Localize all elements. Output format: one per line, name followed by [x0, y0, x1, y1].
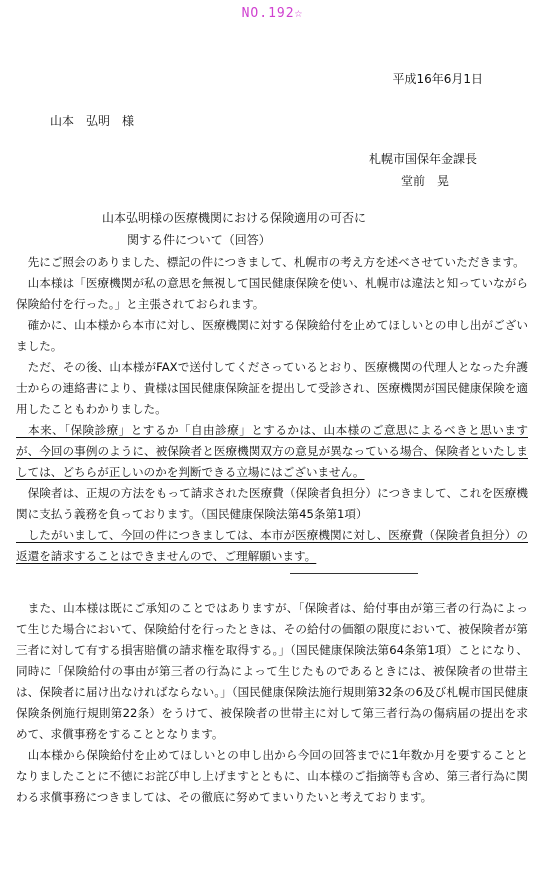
addressee: 山本 弘明 様 — [50, 114, 135, 128]
document-number: NO.192☆ — [241, 6, 304, 21]
letter-date: 平成16年6月1日 — [392, 72, 483, 86]
paragraph-fax: ただ、その後、山本様がFAXで送付してくださっているとおり、医療機関の代理人となった弁護士からの連絡書により、貴様は国民健康保険証を提出して受診され、医療機関が国民健康保険を適用したこともわかりました。 — [16, 360, 528, 416]
letter-body-continued — [16, 598, 528, 808]
paragraph-claim: 山本様は「医療機関が私の意思を無視して国民健康保険を使い、札幌市は違法と知っていながら保険給付を行った。」と主張されておられます。 — [16, 276, 528, 311]
paragraph-position: 本来、「保険診療」とするか「自由診療」とするかは、山本様のご意思によるべきと思いますが、今回の事例のように、被保険者と医療機関双方の意見が異なっている場合、保険者といたしましては、どちらが正しいのかを判断できる立場にはございません。 — [16, 423, 528, 479]
paragraph-request: 確かに、山本様から本市に対し、医療機関に対する保険給付を止めてほしいとの申し出がございました。 — [16, 318, 528, 353]
subject-line-1: 山本弘明様の医療機関における保険適用の可否に — [102, 211, 367, 225]
paragraph-apology: 山本様から保険給付を止めてほしいとの申し出から今回の回答までに1年数か月を要することとなりましたことに不徳にお詫び申し上げますとともに、山本様のご指摘等も含め、第三者行為に関わる求償事務につきましては、その徹底に努めてまいりたいと考えております。 — [16, 748, 528, 804]
letter-body — [16, 252, 528, 567]
sender-organization: 札幌市国保年金課長 — [368, 152, 477, 166]
paragraph-intro: 先にご照会のありました、標記の件につきまして、札幌市の考え方を述べさせていただきます。 — [16, 255, 525, 269]
subject-line-2: 関する件について（回答） — [127, 233, 271, 247]
paragraph-insurer-duty: 保険者は、正規の方法をもって請求された医療費（保険者負担分）につきまして、これを医療機関に支払う義務を負っております。（国民健康保険法第45条第1項） — [16, 486, 528, 521]
paragraph-conclusion: したがいまして、今回の件につきましては、本市が医療機関に対し、医療費（保険者負担分）の返還を請求することはできませんので、ご理解願います。 — [16, 528, 528, 563]
paragraph-third-party: また、山本様は既にご承知のことではありますが、「保険者は、給付事由が第三者の行為によって生じた場合において、保険給付を行ったときは、その給付の価額の限度において、被保険者が第三者に対して有する損害賠償の請求権を取得する。」（国民健康保険法第64条第1項）ことになり、同時に「保険給付の事由が第三者の行為によって生じたものであるときには、被保険者の世帯主は、保険者に届け出なければならない。」（国民健康保険法施行規則第32条の6及び札幌市国民健康保険条例施行規則第22条）をうけて、被保険者の世帯主に対して第三者行為の傷病届の提出を求めて、求償事務をすることとなります。 — [16, 601, 528, 741]
sender-name: 堂前 晃 — [400, 174, 449, 188]
underline-mark — [290, 573, 418, 574]
